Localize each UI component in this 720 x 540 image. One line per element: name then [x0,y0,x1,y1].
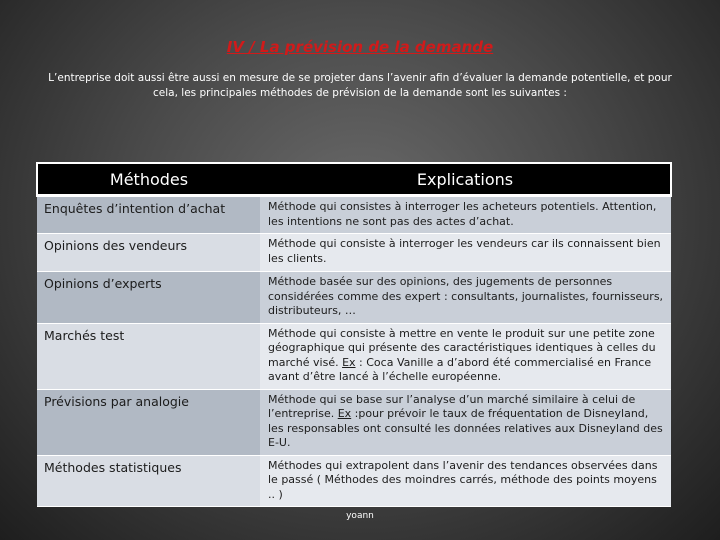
table-row [37,234,671,272]
header-methods: Méthodes [37,163,260,196]
slide-title: IV / La prévision de la demande [226,38,494,56]
explanation-cell [260,323,671,389]
table-row [37,272,671,324]
table-row [37,389,671,455]
header-explications: Explications [260,163,671,196]
example-label: Ex [342,355,356,369]
method-cell: Opinions des vendeurs [37,234,260,272]
explanation-cell: Méthodes qui extrapolent dans l’avenir des tendances observées dans le passé ( Méthodes des moindres carrés, méthode des points moyens .. ) [260,455,671,507]
explanation-text: :pour prévoir le taux de fréquentation de Disneyland, les responsables ont consulté les données relatives aux Disneyland des E-U. [268,407,663,449]
explanation-text: : Coca Vanille a d’abord été commercialisé en France avant d’être lancé à l’échelle européenne. [268,355,652,383]
method-cell: Enquêtes d’intention d’achat [37,196,260,234]
explanation-text: Méthode qui se base sur l’analyse d’un marché similaire à celui de l’entreprise. [268,392,636,420]
method-cell: Prévisions par analogie [37,389,260,455]
method-cell: Opinions d’experts [37,272,260,324]
example-label: Ex [337,407,352,420]
footer-author: yoann [346,511,374,521]
table-header-row [37,163,671,196]
table-row [37,196,671,234]
method-cell: Marchés test [37,323,260,389]
table-row [37,455,671,507]
explanation-cell: Méthode qui consiste à interroger les vendeurs car ils connaissent bien les clients. [260,234,671,272]
methods-table [36,162,672,507]
table-row [37,323,671,389]
explanation-text: Méthode qui consiste à mettre en vente le produit sur une petite zone géographique qui présente des caractéristiques identiques à celles du marché visé. [268,326,656,369]
intro-paragraph: L’entreprise doit aussi être aussi en mesure de se projeter dans l’avenir afin d’évaluer la demande potentielle, et pour cela, les principales méthodes de prévision de la demande sont les suivantes : [48,72,672,99]
method-cell: Méthodes statistiques [37,455,260,507]
explanation-cell: Méthode basée sur des opinions, des jugements de personnes considérées comme des expert : consultants, journalistes, fournisseurs, distributeurs, … [260,272,671,324]
explanation-cell: Méthode qui consistes à interroger les acheteurs potentiels. Attention, les intentions ne sont pas des actes d’achat. [260,196,671,234]
explanation-cell [260,389,671,455]
